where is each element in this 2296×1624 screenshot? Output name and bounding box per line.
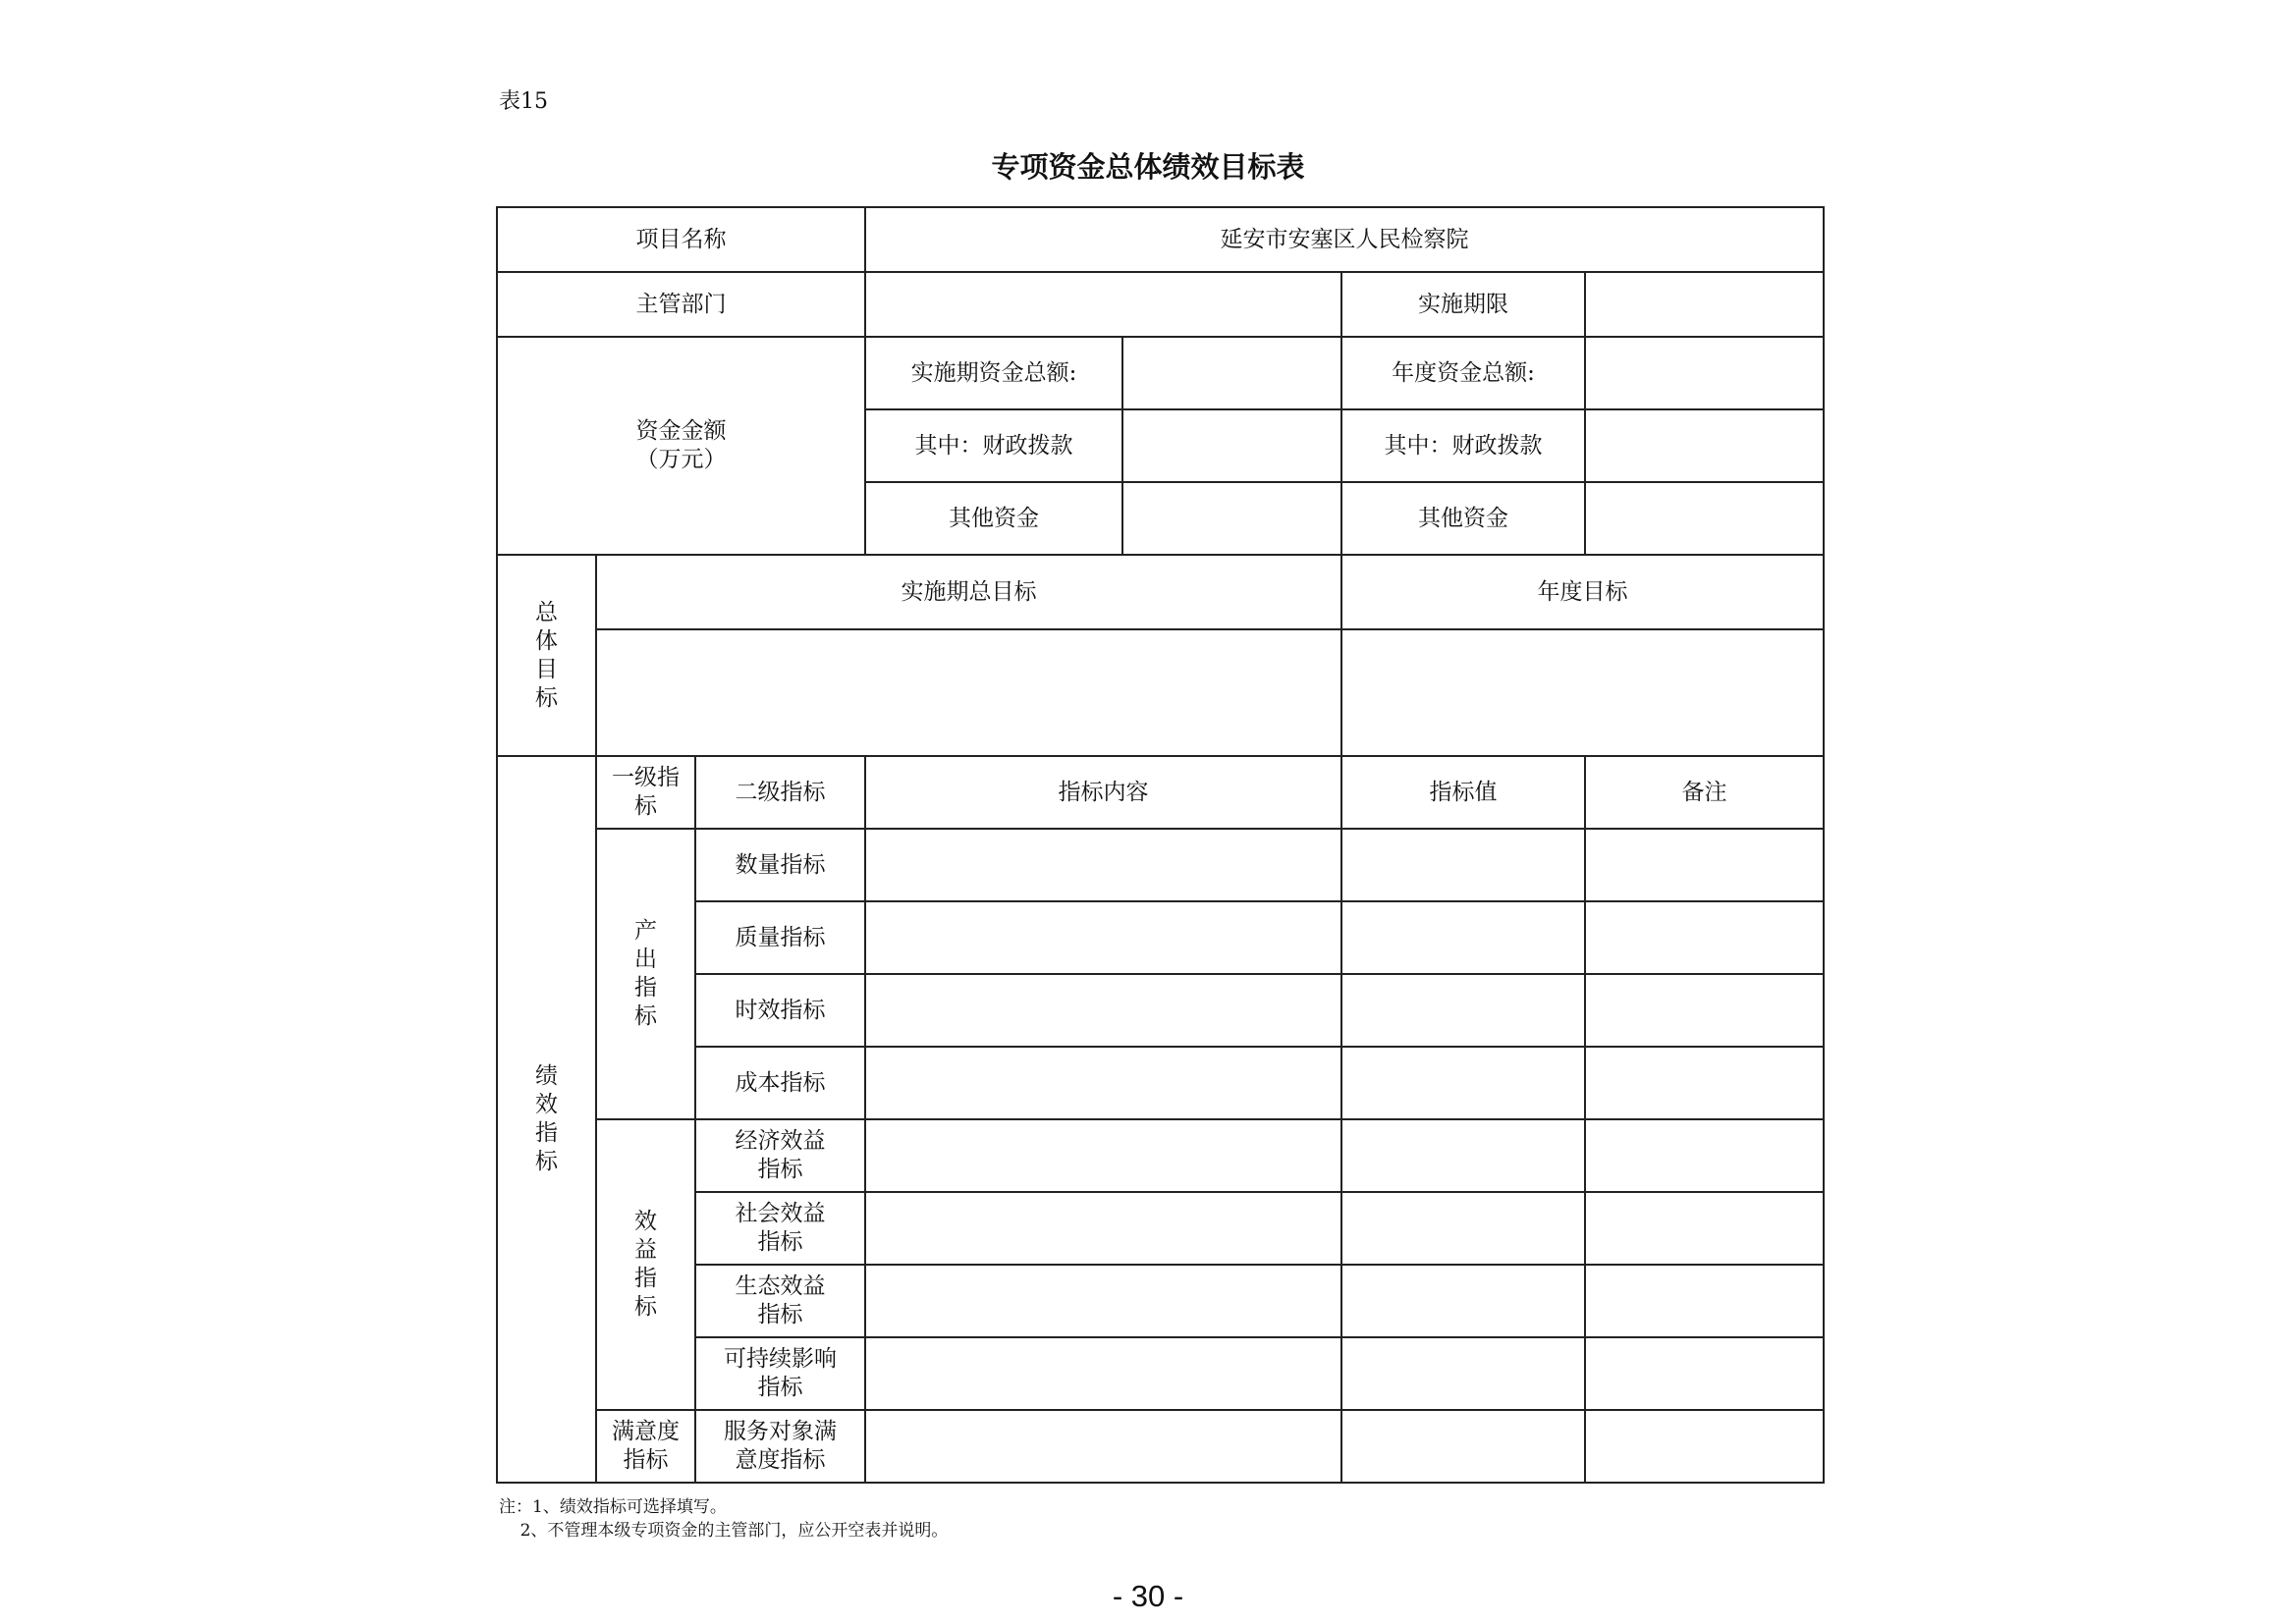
indicator-content (865, 1119, 1341, 1192)
indicator-value (1341, 974, 1585, 1047)
project-name-value: 延安市安塞区人民检察院 (865, 207, 1824, 272)
indicator-row-label: 可持续影响指标 (695, 1337, 865, 1410)
annual-goal-value (1341, 629, 1824, 756)
indicator-row-label: 质量指标 (695, 901, 865, 974)
indicator-row-label: 社会效益指标 (695, 1192, 865, 1265)
other-funds-value (1122, 482, 1341, 555)
other-funds-label: 其他资金 (865, 482, 1122, 555)
benefit-label-cell (596, 1119, 695, 1410)
annual-other-funds-value (1585, 482, 1824, 555)
period-total-label: 实施期资金总额: (865, 337, 1122, 409)
funds-label-cell (497, 337, 865, 555)
header-content: 指标内容 (865, 756, 1341, 829)
indicator-note (1585, 1119, 1824, 1192)
benefit-label: 效益指标 (634, 1209, 657, 1320)
indicator-note (1585, 974, 1824, 1047)
fiscal-label: 其中：财政拨款 (865, 409, 1122, 482)
note-line-2: 2、不管理本级专项资金的主管部门，应公开空表并说明。 (499, 1521, 949, 1541)
annual-other-funds-label: 其他资金 (1341, 482, 1585, 555)
indicator-note (1585, 901, 1824, 974)
indicator-row-label: 生态效益指标 (695, 1265, 865, 1337)
indicator-value (1341, 1410, 1585, 1483)
table-number: 表15 (499, 89, 548, 114)
indicator-note (1585, 1265, 1824, 1337)
indicators-label-cell (497, 756, 596, 1483)
header-value: 指标值 (1341, 756, 1585, 829)
overall-goal-label-cell (497, 555, 596, 756)
indicator-note (1585, 1192, 1824, 1265)
annual-fiscal-label: 其中：财政拨款 (1341, 409, 1585, 482)
period-label: 实施期限 (1341, 272, 1585, 337)
funds-label: 资金金额 (635, 418, 727, 444)
indicator-note (1585, 1047, 1824, 1119)
indicator-content (865, 1047, 1341, 1119)
indicator-note (1585, 1337, 1824, 1410)
indicator-content (865, 829, 1341, 901)
performance-goal-table (496, 206, 1825, 1484)
indicator-row-label: 时效指标 (695, 974, 865, 1047)
department-value (865, 272, 1341, 337)
output-label: 产出指标 (634, 918, 657, 1029)
indicator-value (1341, 1119, 1585, 1192)
annual-fiscal-value (1585, 409, 1824, 482)
indicator-content (865, 1337, 1341, 1410)
page-title: 专项资金总体绩效目标表 (991, 150, 1305, 184)
indicator-row-label: 数量指标 (695, 829, 865, 901)
funds-unit: （万元） (635, 447, 727, 472)
indicator-row-label: 成本指标 (695, 1047, 865, 1119)
page-number: - 30 - (1112, 1579, 1184, 1613)
indicator-content (865, 1265, 1341, 1337)
indicator-note (1585, 1410, 1824, 1483)
indicator-content (865, 1410, 1341, 1483)
indicator-content (865, 901, 1341, 974)
header-note: 备注 (1585, 756, 1824, 829)
note-line-1: 注：1、绩效指标可选择填写。 (499, 1497, 727, 1517)
indicator-value (1341, 1265, 1585, 1337)
period-total-value (1122, 337, 1341, 409)
annual-total-label: 年度资金总额: (1341, 337, 1585, 409)
indicator-row-label: 服务对象满意度指标 (695, 1410, 865, 1483)
output-label-cell (596, 829, 695, 1119)
annual-total-value (1585, 337, 1824, 409)
fiscal-value (1122, 409, 1341, 482)
project-name-label: 项目名称 (497, 207, 865, 272)
indicator-note (1585, 829, 1824, 901)
indicator-value (1341, 829, 1585, 901)
satisfaction-label: 满意度指标 (596, 1410, 695, 1483)
annual-goal-label: 年度目标 (1341, 555, 1824, 629)
indicator-row-label: 经济效益指标 (695, 1119, 865, 1192)
overall-goal-label: 总体目标 (535, 599, 558, 711)
table-notes (499, 1495, 948, 1543)
indicators-label: 绩效指标 (535, 1063, 558, 1174)
indicator-value (1341, 1337, 1585, 1410)
indicator-value (1341, 1047, 1585, 1119)
indicator-value (1341, 1192, 1585, 1265)
indicator-content (865, 974, 1341, 1047)
period-value (1585, 272, 1824, 337)
period-goal-label: 实施期总目标 (596, 555, 1341, 629)
header-level1: 一级指标 (596, 756, 695, 829)
indicator-content (865, 1192, 1341, 1265)
header-level2: 二级指标 (695, 756, 865, 829)
department-label: 主管部门 (497, 272, 865, 337)
indicator-value (1341, 901, 1585, 974)
period-goal-value (596, 629, 1341, 756)
